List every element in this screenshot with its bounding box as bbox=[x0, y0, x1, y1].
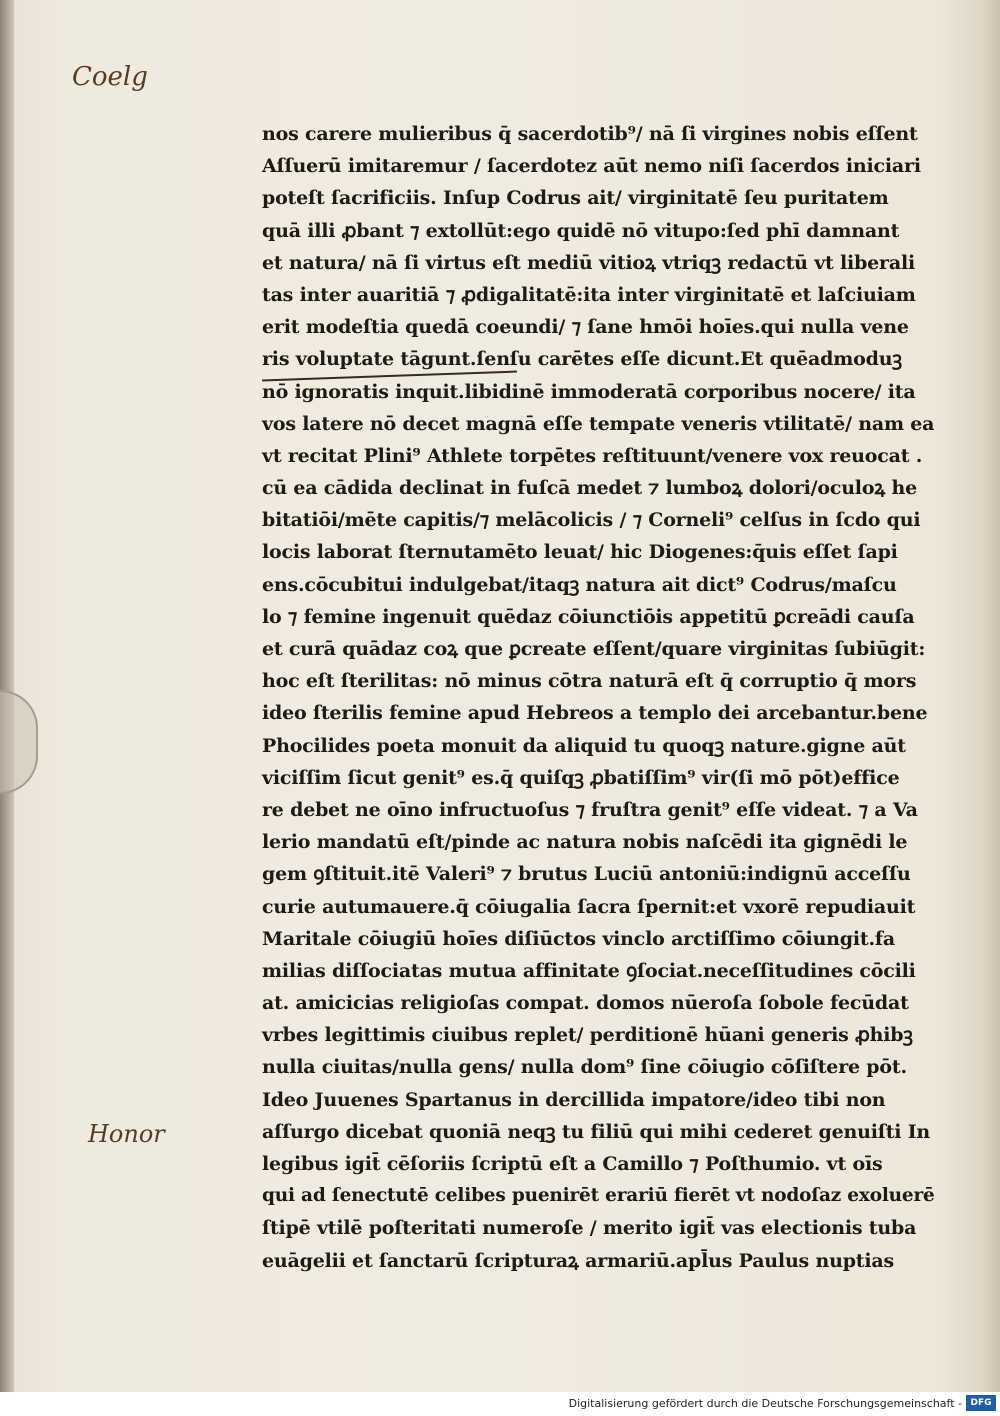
text-line: Ideo Juuenes Spartanus in dercillida impatore/ideo tibi non bbox=[262, 1088, 886, 1111]
text-line: Phocilides poeta monuit da aliquid tu quoqꝫ nature.gigne aūt bbox=[262, 734, 906, 757]
text-line: cū ea cādida declinat in fuſcā medet ⁊ lumboꝝ dolori/oculoꝝ he bbox=[262, 477, 917, 500]
margin-note-bottom: Honor bbox=[88, 1120, 165, 1148]
text-line: ens.cōcubitui indulgebat/itaqꝫ natura ait dict⁹ Codrus/maſcu bbox=[262, 573, 897, 596]
text-line: locis laborat ſternutamēto leuat/ hic Diogenes:q̄uis eſſet ſapi bbox=[262, 541, 898, 564]
text-line: viciſſim ſicut genit⁹ es.q̄ quiſqꝫ ꝓbatiſſim⁹ vir(ſi mō pōt)effice bbox=[262, 766, 900, 789]
text-line: qui ad ſenectutē celibes puenirēt erariū fierēt vt nodoſaz exoluerē bbox=[262, 1185, 935, 1207]
text-line: aſſurgo dicebat quoniā neqꝫ tu filiū qui mihi cederet genuiſti In bbox=[262, 1120, 931, 1143]
text-line: nos carere mulieribus q̄ sacerdotib⁹/ nā ſi virgines nobis eſſent bbox=[262, 123, 918, 145]
text-line: erit modeſtia quedā coeundi/ ⁊ ſane hmōi hoīes.qui nulla vene bbox=[262, 316, 909, 339]
text-line: bitatiōi/mēte capitis/⁊ melācolicis / ⁊ Corneli⁹ celſus in ſcdo qui bbox=[262, 509, 921, 532]
text-line: vt recitat Plini⁹ Athlete torpētes reſtituunt/venere vox reuocat . bbox=[262, 444, 923, 467]
text-line: lo ⁊ femine ingenuit quēdaz cōiunctiōis appetitū ꝑcreādi cauſa bbox=[262, 605, 915, 628]
text-line: at. amicicias religioſas compat. domos nūeroſa ſobole fecūdat bbox=[262, 992, 909, 1015]
text-line: et natura/ nā ſi virtus eſt mediū vitioꝝ vtriqꝫ redactū vt liberali bbox=[262, 251, 916, 274]
text-line: nō ignoratis inquit.libidinē immoderatā corporibus nocere/ ita bbox=[262, 380, 916, 403]
margin-note-top: Coelg bbox=[72, 62, 148, 92]
text-line: ris voluptate tāgunt.ſenſu carētes eſſe dicunt.Et quēadmoduꝫ bbox=[262, 348, 902, 371]
text-line: et curā quādaz coꝝ que ꝑcreate eſſent/quare virginitas ſubiūgit: bbox=[262, 638, 926, 660]
funding-notice: Digitalisierung gefördert durch die Deutsche Forschungsgemeinschaft - bbox=[568, 1397, 962, 1410]
text-line: tas inter auaritiā ⁊ ꝓdigalitatē:ita inter virginitatē et laſciuiam bbox=[262, 283, 916, 306]
page-clip-mark bbox=[0, 690, 38, 794]
text-line: quā illi ꝓbant ⁊ extollūt:ego quidē nō vitupo:ſed phī damnant bbox=[262, 219, 900, 242]
text-line: poteſt ſacrificiis. Inſup Codrus ait/ virginitatē ſeu puritatem bbox=[262, 187, 889, 210]
text-line: euāgelii et ſanctarū ſcripturaꝝ armariū.apl̄us Paulus nuptias bbox=[262, 1249, 894, 1272]
body-text bbox=[262, 118, 952, 1277]
text-line: Aſſuerū imitaremur / ſacerdotez aūt nemo niſi ſacerdos iniciari bbox=[262, 155, 921, 178]
text-line: vrbes legittimis ciuibus replet/ perditionē hūani generis ꝓhibꝫ bbox=[262, 1024, 913, 1047]
text-line: milias diſſociatas mutua affinitate ꝯſociat.neceſſitudines cōcili bbox=[262, 959, 916, 982]
text-line: nulla ciuitas/nulla gens/ nulla dom⁹ ſine cōiugio cōſiſtere pōt. bbox=[262, 1056, 907, 1079]
text-line: ſtipē vtilē poſteritati numeroſe / merito igit̄ vas electionis tuba bbox=[262, 1217, 917, 1240]
text-line: gem ꝯſtituit.itē Valeri⁹ ⁊ brutus Luciū antoniū:indignū acceſſu bbox=[262, 863, 911, 886]
dfg-logo: DFG bbox=[966, 1395, 996, 1411]
text-line: curie autumauere.q̄ cōiugalia ſacra ſpernit:et vxorē repudiauit bbox=[262, 895, 916, 918]
text-line: ideo ſterilis femine apud Hebreos a templo dei arcebantur.bene bbox=[262, 702, 928, 725]
text-line: lerio mandatū eſt/pinde ac natura nobis naſcēdi ita gignēdi le bbox=[262, 831, 908, 854]
text-line: legibus igit̄ cēſoriis ſcriptū eſt a Camillo ⁊ Poſthumio. vt oīs bbox=[262, 1153, 883, 1175]
text-line: re debet ne oīno infructuoſus ⁊ fruſtra genit⁹ eſſe videat. ⁊ a Va bbox=[262, 798, 918, 821]
text-line: Maritale cōiugiū hoīes diſiūctos vinclo arctiſſimo cōiungit.fa bbox=[262, 927, 895, 950]
text-line: hoc eſt ſterilitas: nō minus cōtra naturā eſt q̄ corruptio q̄ mors bbox=[262, 670, 917, 693]
text-line: vos latere nō decet magnā eſſe tempate veneris vtilitatē/ nam ea bbox=[262, 412, 935, 435]
footer-bar bbox=[0, 1392, 1000, 1416]
